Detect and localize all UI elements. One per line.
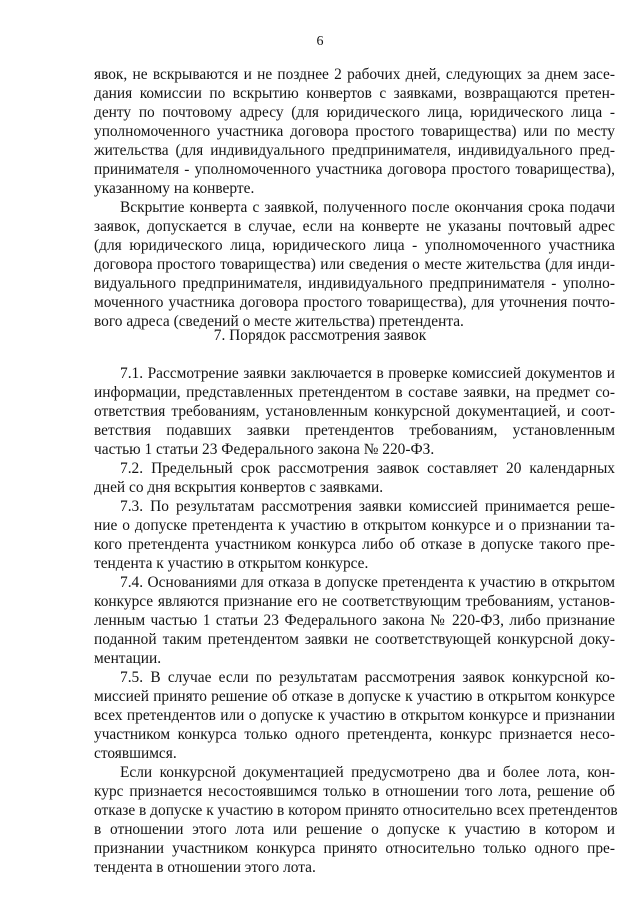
text-line: участником конкурса только одного претендента, конкурс признается несо- [94,726,615,743]
text-line: договора простого товарищества) или сведения о месте жительства (для инди- [94,256,615,273]
text-line: Вскрытие конверта с заявкой, полученного после окончания срока подачи [120,199,615,216]
text-line: всех претендентов или о допуске к участию в открытом конкурсе и признании [94,707,615,724]
text-line: информации, представленных претендентом в составе заявки, на предмет со- [94,384,615,401]
text-line: отказе в допуске к участию в котором принято относительно всех претендентов [94,802,618,819]
text-line: указанному на конверте. [94,180,255,197]
text-line: денту по почтовому адресу (для юридического лица, юридического лица - [94,104,615,121]
text-line: кого претендента участником конкурса либо об отказе в допуске такого пре- [94,536,615,553]
text-line: стоявшимся. [94,745,177,762]
text-line: дания комиссии по вскрытию конвертов с заявками, возвращаются претен- [94,85,615,102]
text-line: поданной таким претендентом заявки не соответствующей конкурсной доку- [94,631,615,648]
text-line: ветствия подавших заявки претендентов требованиям, установленным [94,422,615,439]
text-line: видуального предпринимателя, индивидуального предпринимателя - уполно- [94,275,615,292]
text-line: заявок, допускается в случае, если на конверте не указаны почтовый адрес [94,218,615,235]
section-heading: 7. Порядок рассмотрения заявок [213,327,427,344]
text-line: 7.1. Рассмотрение заявки заключается в проверке комиссией документов и [120,365,615,382]
text-line: Если конкурсной документацией предусмотрено два и более лота, кон- [120,764,615,781]
text-line: дней со дня вскрытия конвертов с заявками. [94,479,384,496]
text-line: в отношении этого лота или решение о допуске к участию в котором и [94,821,615,838]
text-line: 7.3. По результатам рассмотрения заявки комиссией принимается реше- [120,498,615,515]
text-line: 7.4. Основаниями для отказа в допуске претендента к участию в открытом [120,574,615,591]
text-line: курс признается несостоявшимся только в отношении того лота, решение об [94,783,615,800]
text-line: жительства (для индивидуального предпринимателя, индивидуального пред- [94,142,615,159]
text-line: принимателя - уполномоченного участника договора простого товарищества), [94,161,615,178]
text-line: конкурсе являются признание его не соответствующим требованиям, установ- [94,593,615,610]
text-line: вого адреса (сведений о месте жительства) претендента. [94,313,464,330]
text-line: явок, не вскрываются и не позднее 2 рабочих дней, следующих за днем засе- [94,66,615,83]
text-line: тендента в отношении этого лота. [94,859,316,876]
text-line: частью 1 статьи 23 Федерального закона № 220-ФЗ. [94,441,435,458]
text-line: ленным частью 1 статьи 23 Федерального закона № 220-ФЗ, либо признание [94,612,615,629]
text-line: признании участником конкурса принято относительно только одного пре- [94,840,615,857]
text-line: ментации. [94,650,162,667]
text-line: тендента к участию в открытом конкурсе. [94,555,369,572]
text-line: моченного участника договора простого товарищества), для уточнения почто- [94,294,615,311]
text-line: ние о допуске претендента к участию в открытом конкурсе и о признании та- [94,517,615,534]
text-line: ответствия требованиям, установленным конкурсной документацией, и соот- [94,403,615,420]
text-line: 7.5. В случае если по результатам рассмотрения заявок конкурсной ко- [120,669,615,686]
text-line: 7.2. Предельный срок рассмотрения заявок составляет 20 календарных [120,460,615,477]
page-number: 6 [316,34,324,49]
text-line: уполномоченного участника договора простого товарищества) или по месту [94,123,615,140]
text-line: миссией принято решение об отказе в допуске к участию в открытом конкурсе [94,688,615,705]
text-line: (для юридического лица, юридического лица - уполномоченного участника [94,237,615,254]
